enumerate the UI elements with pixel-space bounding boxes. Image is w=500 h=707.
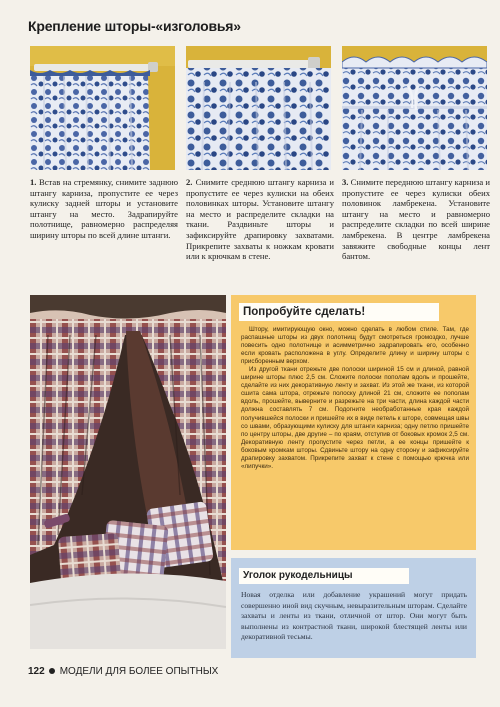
step-description: Снимите переднюю штангу карниза и пропустите ее через кулиски обеих половинок ламбрекена. Установите штангу на место и равномерно распределите складки по всей ширине ламбрекена. В центре ламбрекена завяжите свободные концы лент бантом. — [342, 177, 490, 262]
page-footer — [28, 666, 218, 677]
try-it-paragraph: Штору, имитирующую окно, можно сделать в любом стиле. Там, где распашные шторы из двух полотнищ будут смотреться громоздко, лучше повесить одно полотнище и асимметрично задрапировать его, особенно если кровать расположена в углу. Определите длину и ширину шторы с присборенным верхом. — [241, 326, 469, 366]
try-it-title: Попробуйте сделать! — [239, 303, 439, 321]
step-2-text — [186, 177, 334, 262]
step-number: 2. — [186, 177, 193, 187]
craft-corner-box — [231, 558, 476, 658]
section-name: МОДЕЛИ ДЛЯ БОЛЕЕ ОПЫТНЫХ — [59, 666, 219, 677]
step-number: 1. — [30, 177, 37, 187]
bullet-icon — [49, 668, 55, 674]
step-1-photo — [30, 46, 175, 170]
craft-corner-text: Новая отделка или добавление украшений могут придать совершенно иной вид скучным, невыразительным шторам. Сделайте захваты и ленты из ткани, отличной от штор. Они могут быть выполнены из контрастной ткани, широкой блестящей ленты или декоративной тесьмы. — [241, 590, 467, 641]
try-it-box — [231, 295, 476, 550]
step-3-photo — [342, 46, 487, 170]
page-number: 122 — [28, 666, 45, 677]
page-title: Крепление шторы-«изголовья» — [28, 18, 241, 34]
step-1-text — [30, 177, 178, 241]
try-it-body — [241, 326, 469, 471]
try-it-paragraph: Из другой ткани отрежьте две полоски шириной 15 см и длиной, равной ширине шторы плюс 2,5 см. Сложите полоски пополам вдоль и прошейте, сделайте из них декоративную ленту и захват. Из этой же ткани, из которой сшита сама штора, отрежьте полоску длиной 21 см, сложите ее пополам вдоль, прошейте, выверните и разрежьте на три части, длина каждой части должна составлять 7 см. Подогните необработанные края каждой получившейся полоски и пришейте их в виде петель к шторе, совмещая швы со швами, образующими кулиску для штанги карниза; одну петлю пришейте по центру шторы, две другие – по краям, отступив от боковых кромок 2,5 см. Декоративную ленту пропустите через петли, а ее концы пришейте к боковым кромкам шторы. Сдвиньте штору на одну сторону и зафиксируйте драпировку захватом. Прикрепите захват к стене с помощью крючка или «липучки». — [241, 366, 469, 470]
step-3-text — [342, 177, 490, 262]
step-2-photo — [186, 46, 331, 170]
step-number: 3. — [342, 177, 349, 187]
step-description: Встав на стремянку, снимите заднюю штангу карниза, пропустите ее через кулиску задней шторы и установите штангу на место. Задрапируйте полотнище, равномерно распределяя ширину шторы по всей длине штанги. — [30, 177, 178, 240]
checked-curtain-photo — [30, 295, 226, 649]
craft-corner-title: Уголок рукодельницы — [239, 568, 409, 584]
step-description: Снимите среднюю штангу карниза и пропустите ее через кулиски на обеих половинках шторы. Установите штангу на место и распределите складки на ткани. Раздвиньте шторы и зафиксируйте драпировку захватами. Прикрепите захваты к ножкам кровати или к крючкам в стене. — [186, 177, 334, 262]
